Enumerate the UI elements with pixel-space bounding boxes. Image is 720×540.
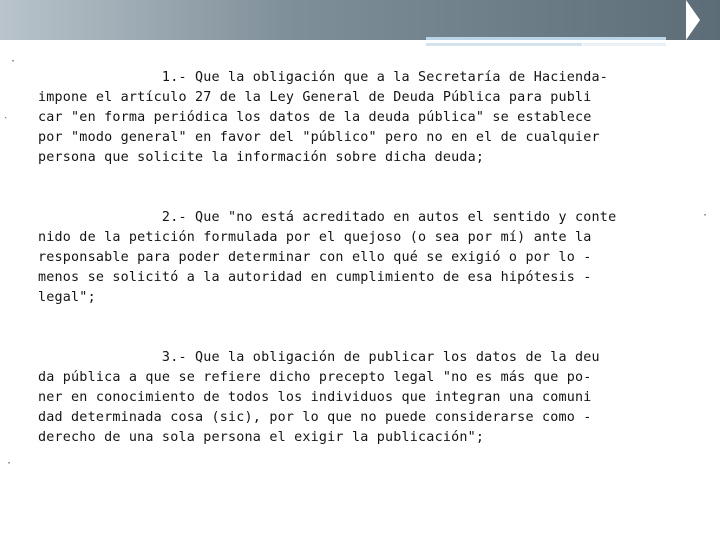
- text-line: menos se solicitó a la autoridad en cumplimiento de esa hipótesis -: [38, 270, 592, 285]
- scan-speck: ·: [6, 458, 13, 469]
- text-line: 3.- Que la obligación de publicar los datos de la deu: [38, 350, 600, 365]
- text-line: da pública a que se refiere dicho precepto legal "no es más que po-: [38, 370, 592, 385]
- slide-header-bar: [0, 0, 720, 40]
- scan-speck: ·: [702, 210, 709, 221]
- text-line: responsable para poder determinar con ello qué se exigió o por lo -: [38, 250, 592, 265]
- paragraph-2: [38, 208, 698, 308]
- header-accent-line-tertiary: [583, 43, 666, 46]
- scan-speck: ˴: [4, 112, 11, 123]
- text-line: 2.- Que "no está acreditado en autos el sentido y conte: [38, 210, 617, 225]
- scan-speck: ·: [10, 56, 17, 67]
- text-line: nido de la petición formulada por el quejoso (o sea por mí) ante la: [38, 230, 592, 245]
- text-line: derecho de una sola persona el exigir la publicación";: [38, 430, 485, 445]
- paragraph-3: [38, 348, 698, 448]
- header-bar-arrow-tip: [686, 0, 700, 40]
- text-line: ner en conocimiento de todos los individuos que integran una comuni: [38, 390, 592, 405]
- paragraph-1: [38, 68, 698, 168]
- text-line: 1.- Que la obligación que a la Secretaría de Hacienda-: [38, 70, 609, 85]
- text-line: por "modo general" en favor del "público" pero no en el de cualquier: [38, 130, 600, 145]
- text-line: legal";: [38, 290, 96, 305]
- text-line: dad determinada cosa (sic), por lo que no puede considerarse como -: [38, 410, 592, 425]
- text-line: car "en forma periódica los datos de la deuda pública" se establece: [38, 110, 592, 125]
- header-accent-line: [426, 37, 666, 40]
- scanned-document-text: [38, 68, 698, 448]
- text-line: persona que solicite la información sobre dicha deuda;: [38, 150, 485, 165]
- header-accent-line-secondary: [426, 43, 582, 46]
- text-line: impone el artículo 27 de la Ley General de Deuda Pública para publi: [38, 90, 592, 105]
